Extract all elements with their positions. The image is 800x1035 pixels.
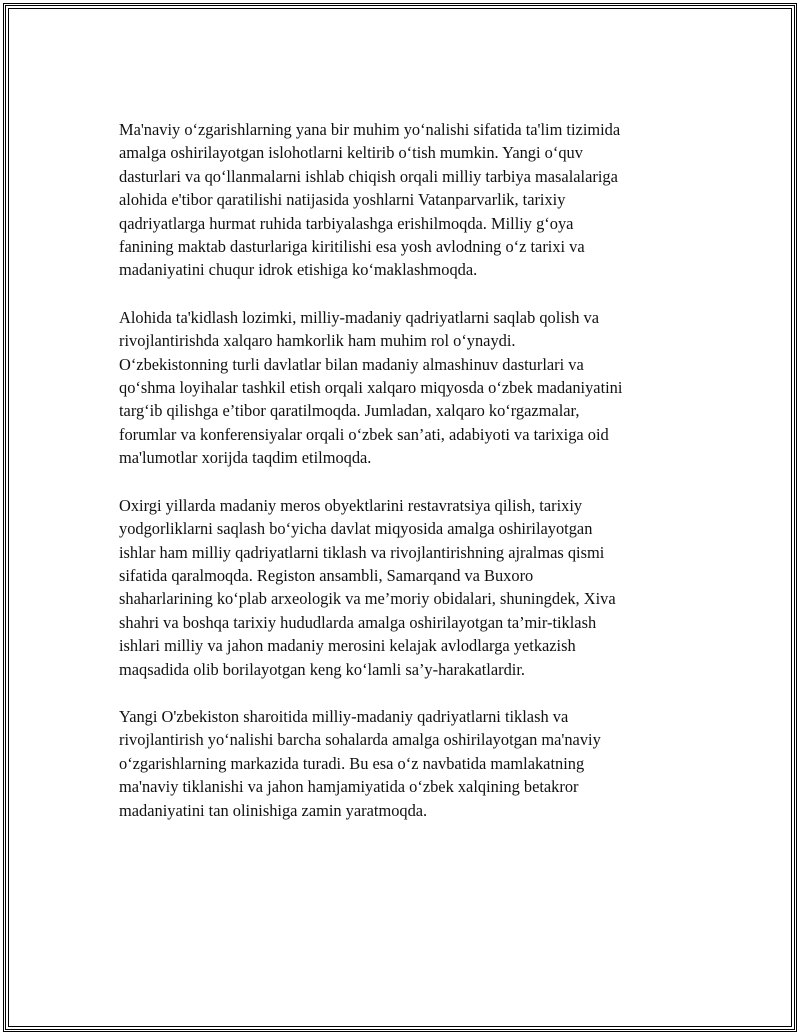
text-line: shaharlarining ko‘plab arxeologik va me’moriy obidalari, shuningdek, Xiva [119,589,616,609]
text-line: Oxirgi yillarda madaniy meros obyektlarini restavratsiya qilish, tarixiy [119,495,583,515]
text-line: Alohida ta'kidlash lozimki, milliy-madaniy qadriyatlarni saqlab qolish va [119,307,600,327]
paragraph-4 [119,705,685,822]
text-line: sifatida qaralmoqda. Registon ansambli, Samarqand va Buxoro [119,565,534,585]
text-line: Ma'naviy o‘zgarishlarning yana bir muhim yo‘nalishi sifatida ta'lim tizimida [119,120,621,139]
text-line: forumlar va konferensiyalar orqali o‘zbek san’ati, adabiyoti va tarixiga oid [119,424,609,444]
text-line: madaniyatini chuqur idrok etishiga ko‘maklashmoqda. [119,260,478,280]
paragraph-3 [119,494,685,681]
text-line: ishlar ham milliy qadriyatlarni tiklash va rivojlantirishning ajralmas qismi [119,542,605,562]
text-line: qadriyatlarga hurmat ruhida tarbiyalashga erishilmoqda. Milliy g‘oya [119,213,574,233]
paragraph-2 [119,306,685,470]
text-line: ma'lumotlar xorijda taqdim etilmoqda. [119,448,372,468]
text-line: madaniyatini tan olinishiga zamin yaratmoqda. [119,800,428,820]
text-line: rivojlantirishda xalqaro hamkorlik ham muhim rol o‘ynaydi. [119,331,516,351]
text-line: shahri va boshqa tarixiy hududlarda amalga oshirilayotgan ta’mir-tiklash [119,612,597,632]
text-line: amalga oshirilayotgan islohotlarni keltirib o‘tish mumkin. Yangi o‘quv [119,143,583,163]
text-line: yodgorliklarni saqlash bo‘yicha davlat miqyosida amalga oshirilayotgan [119,519,593,539]
text-line: qo‘shma loyihalar tashkil etish orqali xalqaro miqyosda o‘zbek madaniyatini [119,378,623,398]
text-line: ishlari milliy va jahon madaniy merosini kelajak avlodlarga yetkazish [119,636,576,656]
text-line: targ‘ib qilishga e’tibor qaratilmoqda. Jumladan, xalqaro ko‘rgazmalar, [119,401,580,421]
text-line: maqsadida olib borilayotgan keng ko‘lamli sa’y-harakatlardir. [119,659,525,679]
text-line: ma'naviy tiklanishi va jahon hamjamiyatida o‘zbek xalqining betakror [119,777,579,797]
text-line: fanining maktab dasturlariga kiritilishi esa yosh avlodning o‘z tarixi va [119,237,585,257]
text-line: o‘zgarishlarning markazida turadi. Bu esa o‘z navbatida mamlakatning [119,753,585,773]
paragraph-1 [119,118,685,282]
text-line: alohida e'tibor qaratilishi natijasida yoshlarni Vatanparvarlik, tarixiy [119,190,566,210]
text-line: O‘zbekistonning turli davlatlar bilan madaniy almashinuv dasturlari va [119,354,584,374]
text-line: dasturlari va qo‘llanmalarni ishlab chiqish orqali milliy tarbiya masalalariga [119,166,618,186]
text-line: rivojlantirish yo‘nalishi barcha sohalarda amalga oshirilayotgan ma'naviy [119,730,601,750]
document-body [119,118,685,846]
text-line: Yangi O'zbekiston sharoitida milliy-madaniy qadriyatlarni tiklash va [119,706,569,726]
